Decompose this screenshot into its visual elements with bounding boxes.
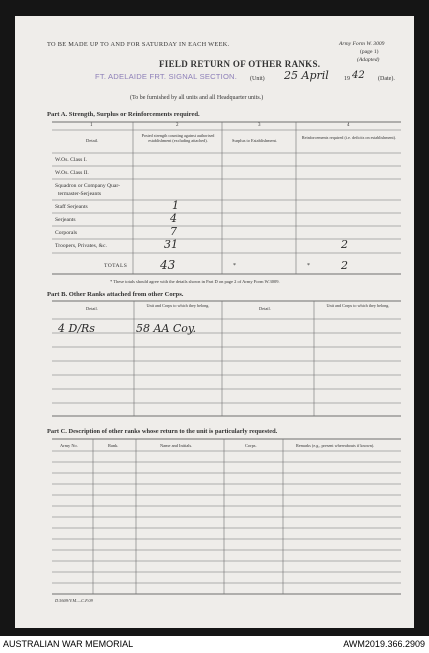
col-header-surplus: Surplus to Establishment.	[232, 138, 278, 143]
row-label-wo1: W.Os. Class I.	[55, 157, 87, 163]
row-label-serjeants: Serjeants	[55, 217, 76, 223]
total-posted: 43	[160, 258, 176, 272]
part-c-title: Part C. Description of other ranks whose return to the unit is particularly requested.	[47, 428, 278, 435]
totals-label: TOTALS	[104, 263, 128, 269]
total-reinf-asterisk: *	[307, 263, 310, 269]
part-c-header-rank: Rank.	[108, 443, 119, 448]
print-reference: D.5609/V.M.—C.F.09	[55, 598, 93, 603]
row-label-cqms: Squadron or Company Quar-	[55, 183, 120, 189]
form-title: FIELD RETURN OF OTHER RANKS.	[159, 59, 321, 69]
total-reinf: 2	[341, 259, 348, 272]
col-number-2: 2	[176, 123, 179, 128]
row-label-cqms-2: termaster-Serjeants	[58, 191, 102, 197]
col-header-detail: Detail.	[86, 138, 99, 143]
form-page: (page 1)	[360, 49, 379, 55]
year-prefix: 19	[344, 76, 350, 82]
reinf-troopers: 2	[341, 238, 348, 251]
row-label-troopers: Troopers, Privates, &c.	[55, 243, 107, 249]
part-b-header-unit-1: Unit and Corps to which they belong.	[146, 303, 210, 308]
footer-accession-number: AWM2019.366.2909	[343, 639, 425, 649]
part-b-header-unit-2: Unit and Corps to which they belong.	[326, 303, 390, 308]
col-number-1: 1	[90, 123, 93, 128]
part-b-header-detail-1: Detail.	[86, 306, 98, 311]
part-b-title: Part B. Other Ranks attached from other Corps.	[47, 291, 184, 298]
part-c-header-corps: Corps.	[245, 443, 257, 448]
part-c-header-name: Name and Initials.	[160, 443, 193, 448]
unit-stamp: FT. ADELAIDE FRT. SIGNAL SECTION.	[95, 72, 238, 81]
posted-corporals: 7	[170, 225, 177, 238]
form-adapted: (Adapted)	[357, 57, 380, 63]
top-note: TO BE MADE UP TO AND FOR SATURDAY IN EACH WEEK.	[47, 41, 230, 48]
row-label-corporals: Corporals	[55, 230, 78, 236]
form-number: Army Form W. 3009	[339, 41, 385, 47]
col-header-reinforcements: Reinforcements required (i.e. deficits on establishment).	[301, 135, 397, 140]
part-c-header-army-no: Army No.	[60, 443, 78, 448]
year-handwritten: 42	[352, 70, 365, 81]
col-number-4: 4	[347, 123, 350, 128]
part-b-entry-unit: 58 AA Coy.	[136, 322, 197, 335]
unit-label: (Unit)	[250, 76, 265, 82]
date-handwritten: 25 April	[284, 69, 329, 82]
date-label: (Date).	[378, 76, 395, 82]
row-label-wo2: W.Os. Class II.	[55, 170, 89, 176]
instruction-text: (To be furnished by all units and all Headquarter units.)	[130, 95, 264, 101]
part-a-footnote: * These totals should agree with the details shown in Part D on page 2 of Army Form W.3009.	[110, 279, 280, 284]
total-surplus-asterisk: *	[233, 263, 236, 269]
col-header-posted: Posted strength counting against authorised establishment (excluding attached).	[141, 133, 215, 144]
part-b-header-detail-2: Detail.	[259, 306, 271, 311]
row-label-staff-serjeants: Staff Serjeants	[55, 204, 88, 210]
part-c-header-remarks: Remarks (e.g., present whereabouts if known).	[296, 443, 375, 448]
part-b-entry-detail: 4 D/Rs	[58, 322, 95, 335]
col-number-3: 3	[258, 123, 261, 128]
part-a-title: Part A. Strength, Surplus or Reinforcements required.	[47, 111, 200, 118]
caption-bar	[0, 636, 429, 653]
posted-staff-serjeants: 1	[172, 199, 179, 212]
posted-troopers: 31	[164, 238, 178, 251]
posted-serjeants: 4	[170, 212, 177, 225]
footer-institution: AUSTRALIAN WAR MEMORIAL	[3, 639, 134, 649]
